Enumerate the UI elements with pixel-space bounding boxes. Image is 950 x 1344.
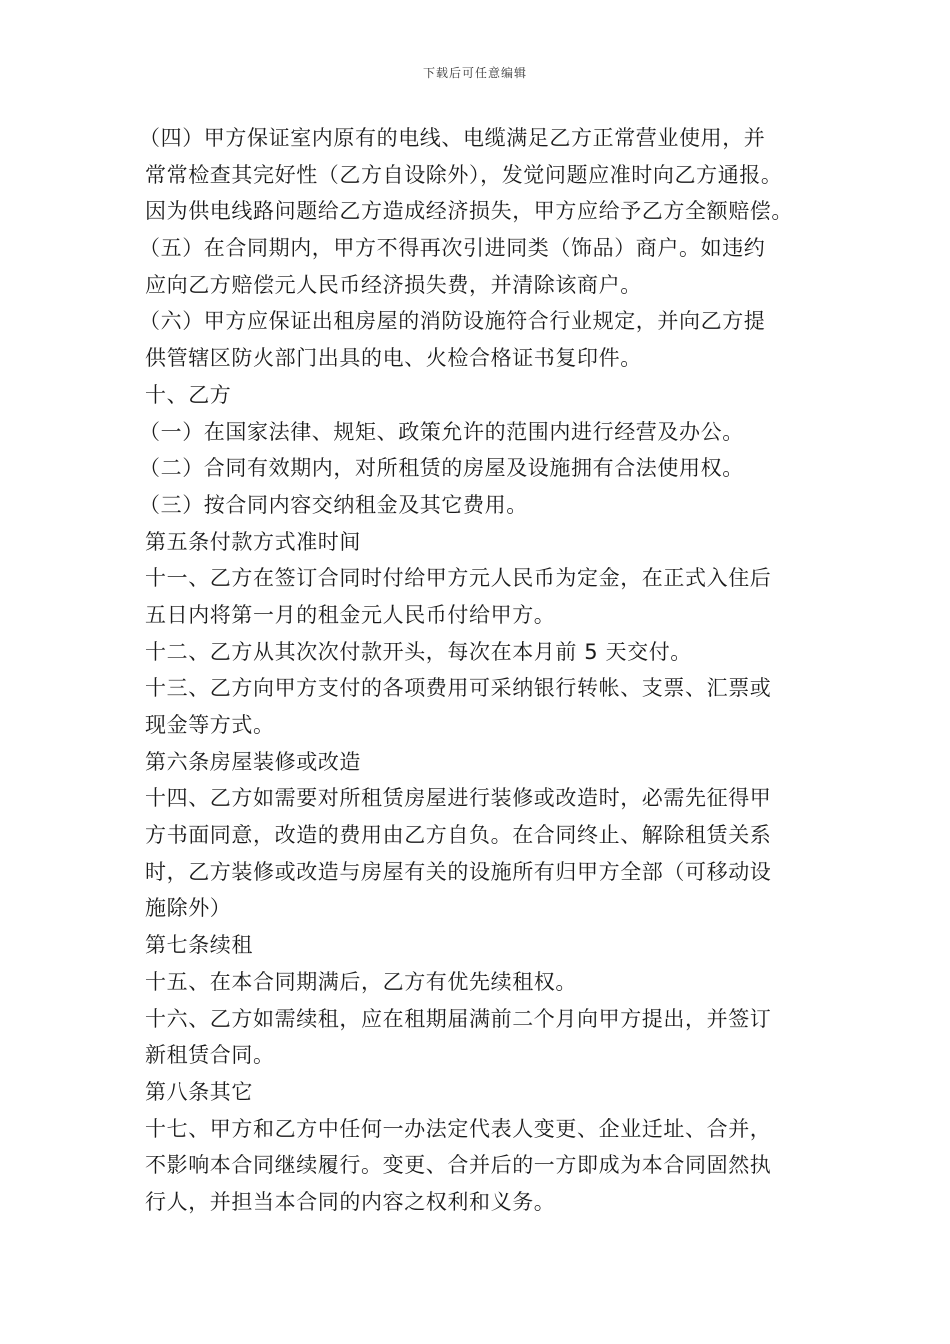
text-line: 应向乙方赔偿元人民币经济损失费，并清除该商户。: [145, 272, 642, 297]
text-line: 新租赁合同。: [145, 1043, 275, 1068]
text-line: 十一、乙方在签订合同时付给甲方元人民币为定金，在正式入住后: [145, 566, 772, 591]
text-line: 十六、乙方如需续租，应在租期届满前二个月向甲方提出，并签订: [145, 1006, 772, 1031]
text-line: 不影响本合同继续履行。变更、合并后的一方即成为本合同固然执: [145, 1153, 772, 1178]
text-line: 行人，并担当本合同的内容之权利和义务。: [145, 1189, 556, 1214]
text-line: （四）甲方保证室内原有的电线、电缆满足乙方正常营业使用，并: [139, 126, 766, 150]
text-line: 因为供电线路问题给乙方造成经济损失，甲方应给予乙方全额赔偿。: [145, 199, 793, 224]
article-heading: 第六条房屋装修或改造: [145, 749, 361, 774]
article-heading: 第七条续租: [145, 933, 253, 958]
document-body: [139, 120, 820, 1221]
text-line: 施除外）: [145, 896, 232, 921]
text-line: （二）合同有效期内，对所租赁的房屋及设施拥有合法使用权。: [139, 456, 744, 481]
text-line: 十五、在本合同期满后，乙方有优先续租权。: [145, 969, 577, 994]
text-line: 供管辖区防火部门出具的电、火检合格证书复印件。: [145, 346, 642, 371]
text-line: 十七、甲方和乙方中任何一办法定代表人变更、企业迁址、合并，: [145, 1116, 772, 1141]
text-line: 十四、乙方如需要对所租赁房屋进行装修或改造时，必需先征得甲: [145, 786, 772, 811]
article-heading: 第八条其它: [145, 1079, 253, 1104]
text-line: （一）在国家法律、规矩、政策允许的范围内进行经营及办公。: [139, 419, 744, 444]
text-line: 现金等方式。: [145, 713, 275, 737]
text-line: 常常检查其完好性（乙方自设除外），发觉问题应准时向乙方通报。: [145, 162, 783, 187]
text-line: 时，乙方装修或改造与房屋有关的设施所有归甲方全部（可移动设: [145, 859, 772, 884]
text-line: 方书面同意，改造的费用由乙方自负。在合同终止、解除租赁关系: [145, 823, 772, 848]
text-line: （六）甲方应保证出租房屋的消防设施符合行业规定，并向乙方提: [139, 309, 766, 334]
section-heading: 十、乙方: [145, 382, 232, 407]
text-line: （三）按合同内容交纳租金及其它费用。: [139, 492, 528, 517]
text-line: 十三、乙方向甲方支付的各项费用可采纳银行转帐、支票、汇票或: [145, 676, 772, 701]
page-header-note: 下载后可任意编辑: [422, 66, 527, 80]
text-line: （五）在合同期内，甲方不得再次引进同类（饰品）商户。如违约: [139, 236, 766, 261]
article-heading: 第五条付款方式准时间: [145, 529, 361, 554]
text-line: 五日内将第一月的租金元人民币付给甲方。: [145, 602, 556, 627]
text-line: 十二、乙方从其次次付款开头，每次在本月前 5 天交付。: [145, 639, 692, 664]
